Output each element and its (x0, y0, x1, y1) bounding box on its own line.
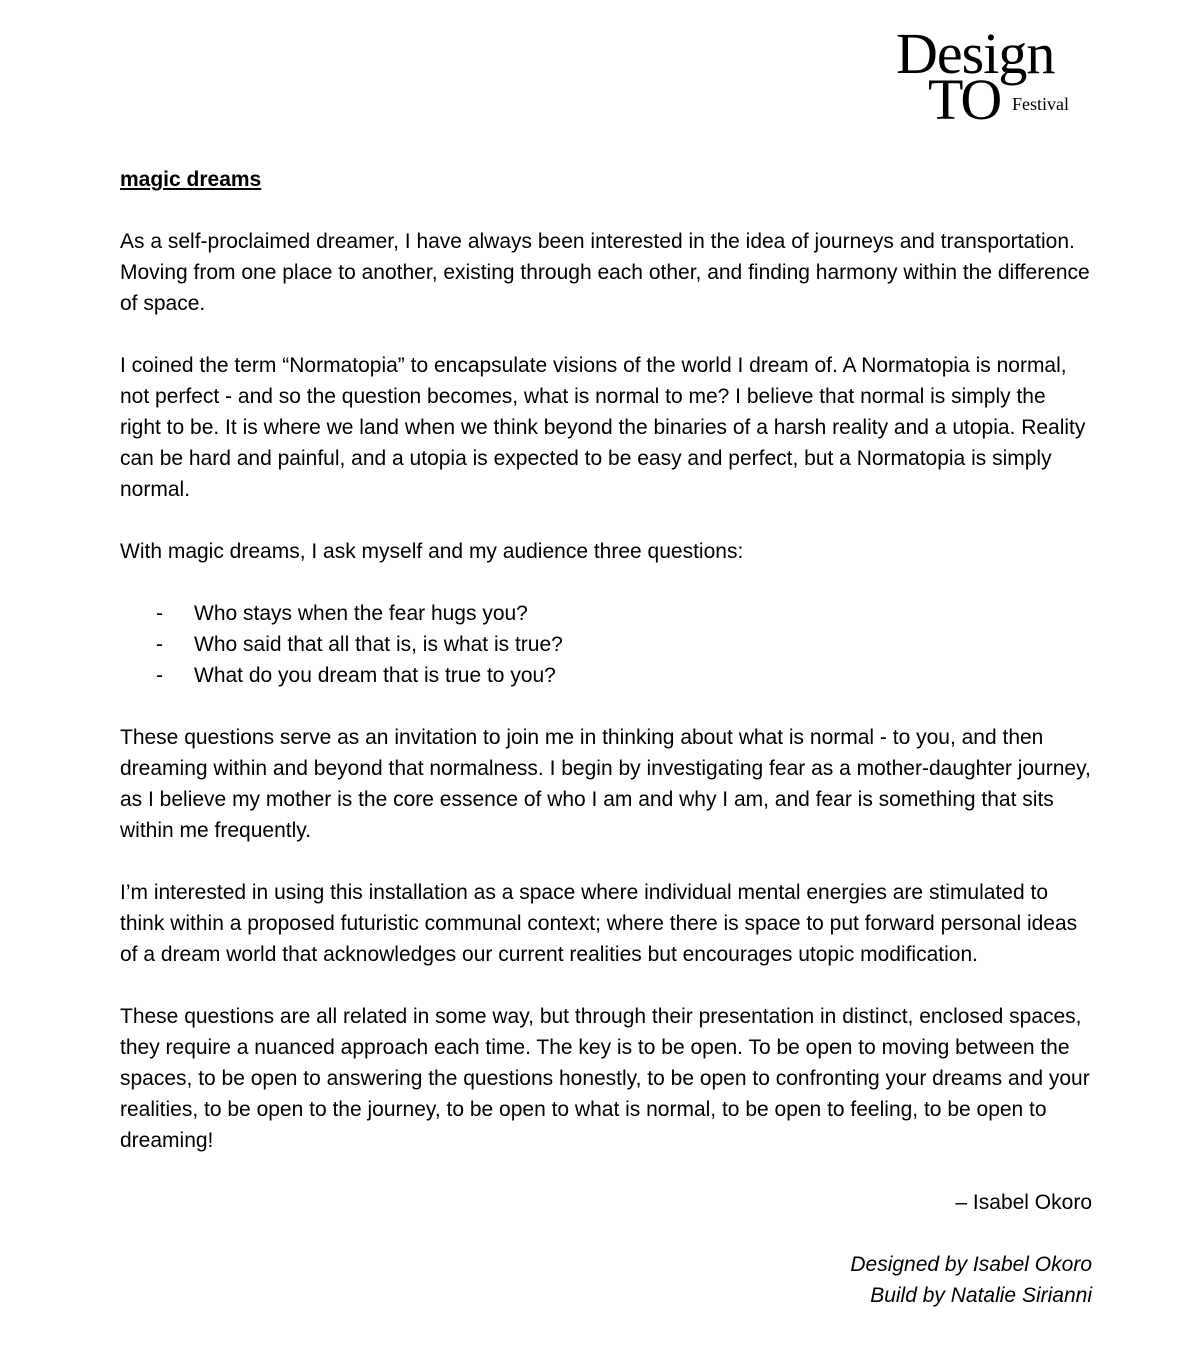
document-body (120, 164, 1092, 1311)
list-item (120, 598, 1092, 629)
logo-design-text: Design (896, 21, 1055, 86)
logo-to-text: TO (928, 67, 1001, 132)
question-text: What do you dream that is true to you? (194, 664, 556, 687)
paragraph-invitation: These questions serve as an invitation to join me in thinking about what is normal - to you, and then dreaming within and beyond that normalness. I begin by investigating fear as a mother-daughter journey, as I believe my mother is the core essence of who I am and why I am, and fear is something that sits within me frequently. (120, 726, 1091, 842)
list-item (120, 660, 1092, 691)
design-to-festival-logo (890, 22, 1090, 132)
question-text: Who said that all that is, is what is true? (194, 633, 563, 656)
document-title: magic dreams (120, 168, 262, 191)
bullet-dash: - (156, 633, 163, 656)
credit-designer: Designed by Isabel Okoro (850, 1253, 1092, 1276)
paragraph-installation: I’m interested in using this installation as a space where individual mental energies are stimulated to think within a proposed futuristic communal context; where there is space to put forward personal ideas of a dream world that acknowledges our current realities but encourages utopic modification. (120, 881, 1078, 966)
bullet-dash: - (156, 664, 163, 687)
questions-list (120, 598, 1092, 691)
credit-builder: Build by Natalie Sirianni (870, 1284, 1092, 1307)
question-text: Who stays when the fear hugs you? (194, 602, 528, 625)
paragraph-questions-intro: With magic dreams, I ask myself and my audience three questions: (120, 540, 744, 563)
paragraph-normatopia: I coined the term “Normatopia” to encapsulate visions of the world I dream of. A Normatopia is normal, not perfect - and so the question becomes, what is normal to me? I believe that normal is simply the right to be. It is where we land when we think beyond the binaries of a harsh reality and a utopia. Reality can be hard and painful, and a utopia is expected to be easy and perfect, but a Normatopia is simply normal. (120, 354, 1086, 501)
author-signature: – Isabel Okoro (955, 1191, 1092, 1214)
paragraph-openness: These questions are all related in some way, but through their presentation in distinct, enclosed spaces, they require a nuanced approach each time. The key is to be open. To be open to moving between the spaces, to be open to answering the questions honestly, to be open to confronting your dreams and your realities, to be open to the journey, to be open to what is normal, to be open to feeling, to be open to dreaming! (120, 1005, 1090, 1152)
bullet-dash: - (156, 602, 163, 625)
paragraph-intro: As a self-proclaimed dreamer, I have always been interested in the idea of journeys and transportation. Moving from one place to another, existing through each other, and finding harmony within the difference of space. (120, 230, 1090, 315)
list-item (120, 629, 1092, 660)
credits (120, 1249, 1092, 1311)
logo-festival-text: Festival (1012, 94, 1069, 114)
